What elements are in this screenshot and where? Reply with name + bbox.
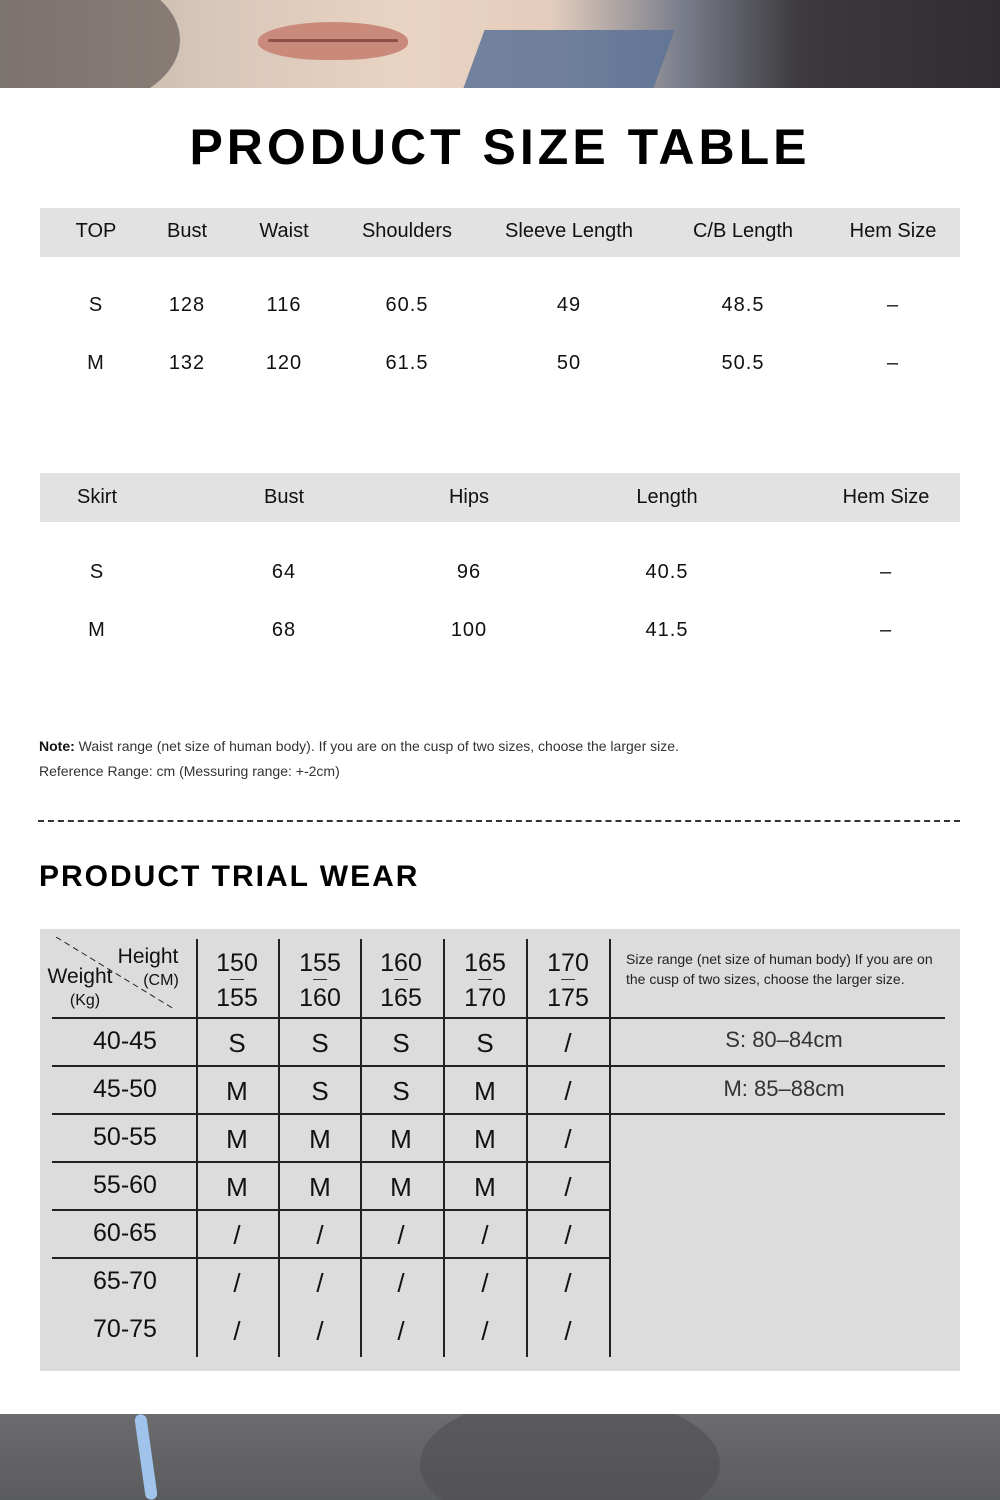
top-table-column-header: Shoulders: [361, 220, 453, 242]
top-table-cell: 116: [266, 294, 302, 316]
skirt-table-cell: 64: [271, 561, 297, 583]
skirt-table-column-header: Bust: [263, 486, 305, 508]
recommended-size-cell: /: [233, 1268, 241, 1298]
weight-range-label: 60-65: [93, 1219, 157, 1247]
height-range-header: [216, 945, 258, 1016]
grid-vertical-line: [360, 939, 362, 1357]
note-text: Waist range (net size of human body). If you are on the cusp of two sizes, choose the larger size.: [74, 738, 679, 754]
grid-horizontal-line: [52, 1017, 945, 1019]
recommended-size-cell: /: [481, 1316, 489, 1346]
grid-vertical-line: [526, 939, 528, 1357]
recommended-size-cell: S: [311, 1028, 329, 1058]
recommended-size-cell: /: [316, 1316, 324, 1346]
recommended-size-cell: M: [390, 1172, 412, 1202]
grid-vertical-line: [609, 939, 611, 1357]
top-table-column-header: C/B Length: [692, 220, 794, 242]
skirt-table-cell: –: [879, 619, 893, 641]
recommended-size-cell: /: [564, 1172, 572, 1202]
recommended-size-cell: M: [309, 1124, 331, 1154]
skirt-table-column-header: Hips: [448, 486, 490, 508]
recommended-size-cell: /: [564, 1028, 572, 1058]
recommended-size-cell: /: [481, 1220, 489, 1250]
height-range-header: [547, 945, 589, 1016]
top-table-column-header: Sleeve Length: [505, 220, 633, 242]
reference-range: Reference Range: cm (Messuring range: +-2cm): [39, 763, 340, 779]
skirt-table-column-header: Skirt: [77, 486, 117, 508]
height-range-start: 160: [380, 949, 422, 977]
top-table-column-header: Hem Size: [849, 220, 937, 242]
skirt-table-cell: 96: [456, 561, 482, 583]
skirt-table-cell: –: [879, 561, 893, 583]
recommended-size-cell: S: [392, 1028, 410, 1058]
top-table-cell: 128: [168, 294, 206, 316]
height-range-end: 165: [380, 984, 422, 1012]
height-range-end: 170: [464, 984, 506, 1012]
top-table-cell: –: [886, 294, 900, 316]
height-range-start: 165: [464, 949, 506, 977]
recommended-size-cell: /: [233, 1316, 241, 1346]
recommended-size-cell: M: [309, 1172, 331, 1202]
top-table-cell: M: [87, 352, 105, 374]
recommended-size-cell: /: [564, 1316, 572, 1346]
weight-unit-label: (Kg): [69, 992, 101, 1009]
weight-range-label: 70-75: [93, 1315, 157, 1343]
top-product-photo: [0, 0, 1000, 88]
weight-range-label: 55-60: [93, 1171, 157, 1199]
size-bust-range: S: 80–84cm: [725, 1027, 843, 1052]
top-table-cell: 120: [265, 352, 303, 374]
recommended-size-cell: M: [390, 1124, 412, 1154]
height-range-header: [299, 945, 341, 1016]
height-axis-label: Height: [117, 945, 179, 968]
skirt-table-column-header: Hem Size: [842, 486, 930, 508]
grid-vertical-line: [196, 939, 198, 1357]
recommended-size-cell: S: [228, 1028, 246, 1058]
height-range-end: 160: [299, 984, 341, 1012]
top-table-column-header: TOP: [75, 220, 117, 242]
grid-horizontal-line: [52, 1209, 611, 1211]
top-table-cell: 60.5: [385, 294, 429, 316]
height-range-end: 175: [547, 984, 589, 1012]
skirt-table-column-header: Length: [636, 486, 698, 508]
recommended-size-cell: /: [481, 1268, 489, 1298]
top-table-cell: S: [88, 294, 104, 316]
top-table-cell: 50.5: [721, 352, 765, 374]
grid-horizontal-line: [52, 1113, 611, 1115]
recommended-size-cell: M: [226, 1076, 248, 1106]
height-range-header: [380, 945, 422, 1016]
skirt-table-cell: 41.5: [645, 619, 689, 641]
recommended-size-cell: /: [564, 1268, 572, 1298]
bottom-product-photo: [0, 1414, 1000, 1500]
trial-size-description: Size range (net size of human body) If you are on the cusp of two sizes, choose the larger size.: [626, 951, 933, 987]
trial-wear-title: PRODUCT TRIAL WEAR: [39, 860, 420, 893]
weight-range-label: 45-50: [93, 1075, 157, 1103]
top-table-cell: –: [886, 352, 900, 374]
recommended-size-cell: /: [564, 1124, 572, 1154]
height-range-start: 170: [547, 949, 589, 977]
weight-range-label: 65-70: [93, 1267, 157, 1295]
top-table-cell: 61.5: [385, 352, 429, 374]
recommended-size-cell: /: [397, 1220, 405, 1250]
recommended-size-cell: S: [311, 1076, 329, 1106]
recommended-size-cell: /: [316, 1268, 324, 1298]
grid-horizontal-line: [52, 1065, 945, 1067]
height-range-start: 150: [216, 949, 258, 977]
grid-horizontal-line: [52, 1257, 611, 1259]
recommended-size-cell: M: [474, 1076, 496, 1106]
recommended-size-cell: /: [233, 1220, 241, 1250]
height-unit-label: (CM): [143, 972, 179, 989]
weight-range-label: 40-45: [93, 1027, 157, 1055]
height-range-end: 155: [216, 984, 258, 1012]
recommended-size-cell: S: [476, 1028, 494, 1058]
trial-wear-table: [40, 929, 960, 1371]
recommended-size-cell: /: [397, 1268, 405, 1298]
skirt-table-cell: 100: [450, 619, 488, 641]
grid-vertical-line: [278, 939, 280, 1357]
recommended-size-cell: /: [316, 1220, 324, 1250]
skirt-table-cell: 68: [271, 619, 297, 641]
skirt-table-header: [40, 473, 960, 522]
page-title: PRODUCT SIZE TABLE: [189, 119, 811, 175]
recommended-size-cell: M: [226, 1124, 248, 1154]
recommended-size-cell: M: [226, 1172, 248, 1202]
height-range-start: 155: [299, 949, 341, 977]
grid-vertical-line: [443, 939, 445, 1357]
height-range-header: [464, 945, 506, 1016]
grid-horizontal-line: [52, 1161, 611, 1163]
recommended-size-cell: /: [564, 1076, 572, 1106]
skirt-table-cell: 40.5: [645, 561, 689, 583]
skirt-table-cell: M: [88, 619, 106, 641]
weight-axis-label: Weight: [47, 965, 113, 988]
recommended-size-cell: M: [474, 1172, 496, 1202]
recommended-size-cell: S: [392, 1076, 410, 1106]
section-divider: [38, 820, 960, 822]
grid-horizontal-line: [609, 1113, 945, 1115]
skirt-table-cell: S: [89, 561, 105, 583]
size-note: [39, 738, 679, 754]
recommended-size-cell: /: [564, 1220, 572, 1250]
note-label: Note:: [39, 738, 75, 754]
size-bust-range: M: 85–88cm: [723, 1076, 845, 1101]
recommended-size-cell: M: [474, 1124, 496, 1154]
top-table-cell: 50: [556, 352, 582, 374]
top-table-cell: 49: [556, 294, 582, 316]
weight-range-label: 50-55: [93, 1123, 157, 1151]
top-table-cell: 132: [168, 352, 206, 374]
top-table-column-header: Waist: [259, 220, 309, 242]
top-table-column-header: Bust: [166, 220, 208, 242]
top-table-cell: 48.5: [721, 294, 765, 316]
recommended-size-cell: /: [397, 1316, 405, 1346]
